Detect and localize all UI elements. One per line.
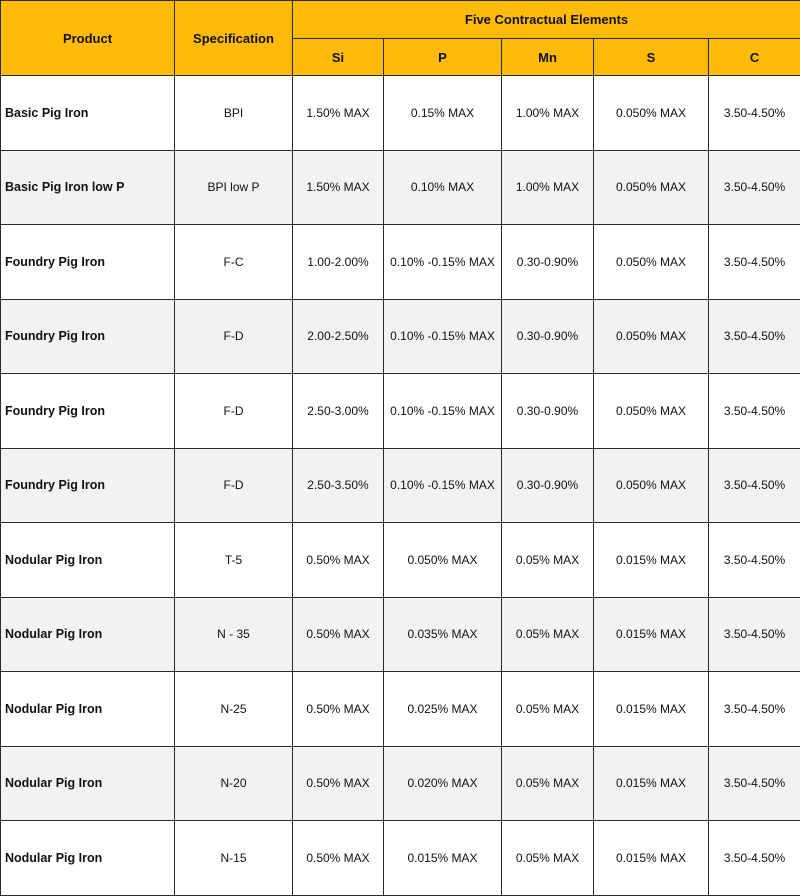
p-column-header: P <box>384 39 502 76</box>
si-value-cell: 0.50% MAX <box>293 523 384 598</box>
mn-value-cell: 0.30-0.90% <box>502 225 594 300</box>
p-value-cell: 0.10% -0.15% MAX <box>384 225 502 300</box>
c-value-cell: 3.50-4.50% <box>709 150 800 225</box>
specification-cell: F-D <box>175 299 293 374</box>
p-value-cell: 0.10% -0.15% MAX <box>384 374 502 449</box>
product-cell: Basic Pig Iron <box>1 76 175 151</box>
c-value-cell: 3.50-4.50% <box>709 746 800 821</box>
si-value-cell: 2.50-3.50% <box>293 448 384 523</box>
s-value-cell: 0.015% MAX <box>594 746 709 821</box>
specification-cell: T-5 <box>175 523 293 598</box>
specification-column-header: Specification <box>175 1 293 76</box>
si-value-cell: 0.50% MAX <box>293 597 384 672</box>
p-value-cell: 0.10% -0.15% MAX <box>384 448 502 523</box>
s-value-cell: 0.050% MAX <box>594 76 709 151</box>
s-value-cell: 0.050% MAX <box>594 448 709 523</box>
table-row <box>1 225 800 300</box>
product-column-header: Product <box>1 1 175 76</box>
specification-cell: BPI <box>175 76 293 151</box>
s-value-cell: 0.015% MAX <box>594 597 709 672</box>
mn-value-cell: 0.05% MAX <box>502 672 594 747</box>
mn-value-cell: 0.30-0.90% <box>502 374 594 449</box>
product-cell: Foundry Pig Iron <box>1 374 175 449</box>
c-value-cell: 3.50-4.50% <box>709 448 800 523</box>
si-value-cell: 1.50% MAX <box>293 76 384 151</box>
table-row <box>1 746 800 821</box>
product-cell: Nodular Pig Iron <box>1 821 175 896</box>
p-value-cell: 0.15% MAX <box>384 76 502 151</box>
c-value-cell: 3.50-4.50% <box>709 225 800 300</box>
product-cell: Foundry Pig Iron <box>1 299 175 374</box>
si-value-cell: 0.50% MAX <box>293 821 384 896</box>
specification-cell: N - 35 <box>175 597 293 672</box>
c-value-cell: 3.50-4.50% <box>709 299 800 374</box>
s-value-cell: 0.015% MAX <box>594 672 709 747</box>
si-value-cell: 2.00-2.50% <box>293 299 384 374</box>
c-value-cell: 3.50-4.50% <box>709 597 800 672</box>
mn-value-cell: 0.05% MAX <box>502 597 594 672</box>
s-value-cell: 0.050% MAX <box>594 150 709 225</box>
c-value-cell: 3.50-4.50% <box>709 523 800 598</box>
si-value-cell: 0.50% MAX <box>293 746 384 821</box>
table-row <box>1 150 800 225</box>
si-value-cell: 1.50% MAX <box>293 150 384 225</box>
si-value-cell: 1.00-2.00% <box>293 225 384 300</box>
table-header <box>1 1 800 76</box>
p-value-cell: 0.10% -0.15% MAX <box>384 299 502 374</box>
mn-value-cell: 0.05% MAX <box>502 523 594 598</box>
s-value-cell: 0.015% MAX <box>594 523 709 598</box>
specification-cell: BPI low P <box>175 150 293 225</box>
c-value-cell: 3.50-4.50% <box>709 821 800 896</box>
p-value-cell: 0.020% MAX <box>384 746 502 821</box>
product-cell: Nodular Pig Iron <box>1 672 175 747</box>
mn-value-cell: 0.05% MAX <box>502 746 594 821</box>
specification-cell: N-25 <box>175 672 293 747</box>
s-column-header: S <box>594 39 709 76</box>
s-value-cell: 0.050% MAX <box>594 374 709 449</box>
table-row <box>1 672 800 747</box>
table-row <box>1 299 800 374</box>
mn-value-cell: 0.30-0.90% <box>502 299 594 374</box>
p-value-cell: 0.10% MAX <box>384 150 502 225</box>
specification-cell: N-15 <box>175 821 293 896</box>
table-row <box>1 523 800 598</box>
specification-cell: F-C <box>175 225 293 300</box>
si-value-cell: 2.50-3.00% <box>293 374 384 449</box>
product-cell: Nodular Pig Iron <box>1 746 175 821</box>
specification-cell: F-D <box>175 448 293 523</box>
mn-value-cell: 0.30-0.90% <box>502 448 594 523</box>
mn-value-cell: 1.00% MAX <box>502 150 594 225</box>
specification-cell: N-20 <box>175 746 293 821</box>
c-value-cell: 3.50-4.50% <box>709 374 800 449</box>
product-cell: Basic Pig Iron low P <box>1 150 175 225</box>
s-value-cell: 0.050% MAX <box>594 225 709 300</box>
mn-value-cell: 0.05% MAX <box>502 821 594 896</box>
product-cell: Nodular Pig Iron <box>1 523 175 598</box>
table-body <box>1 76 800 896</box>
table-row <box>1 597 800 672</box>
p-value-cell: 0.015% MAX <box>384 821 502 896</box>
s-value-cell: 0.050% MAX <box>594 299 709 374</box>
contractual-elements-group-header: Five Contractual Elements <box>293 1 800 39</box>
si-value-cell: 0.50% MAX <box>293 672 384 747</box>
product-cell: Foundry Pig Iron <box>1 448 175 523</box>
p-value-cell: 0.050% MAX <box>384 523 502 598</box>
c-value-cell: 3.50-4.50% <box>709 76 800 151</box>
p-value-cell: 0.025% MAX <box>384 672 502 747</box>
table-row <box>1 374 800 449</box>
table-row <box>1 76 800 151</box>
c-value-cell: 3.50-4.50% <box>709 672 800 747</box>
c-column-header: C <box>709 39 800 76</box>
p-value-cell: 0.035% MAX <box>384 597 502 672</box>
s-value-cell: 0.015% MAX <box>594 821 709 896</box>
specification-cell: F-D <box>175 374 293 449</box>
table-row <box>1 448 800 523</box>
product-cell: Foundry Pig Iron <box>1 225 175 300</box>
mn-column-header: Mn <box>502 39 594 76</box>
si-column-header: Si <box>293 39 384 76</box>
product-cell: Nodular Pig Iron <box>1 597 175 672</box>
mn-value-cell: 1.00% MAX <box>502 76 594 151</box>
table-row <box>1 821 800 896</box>
